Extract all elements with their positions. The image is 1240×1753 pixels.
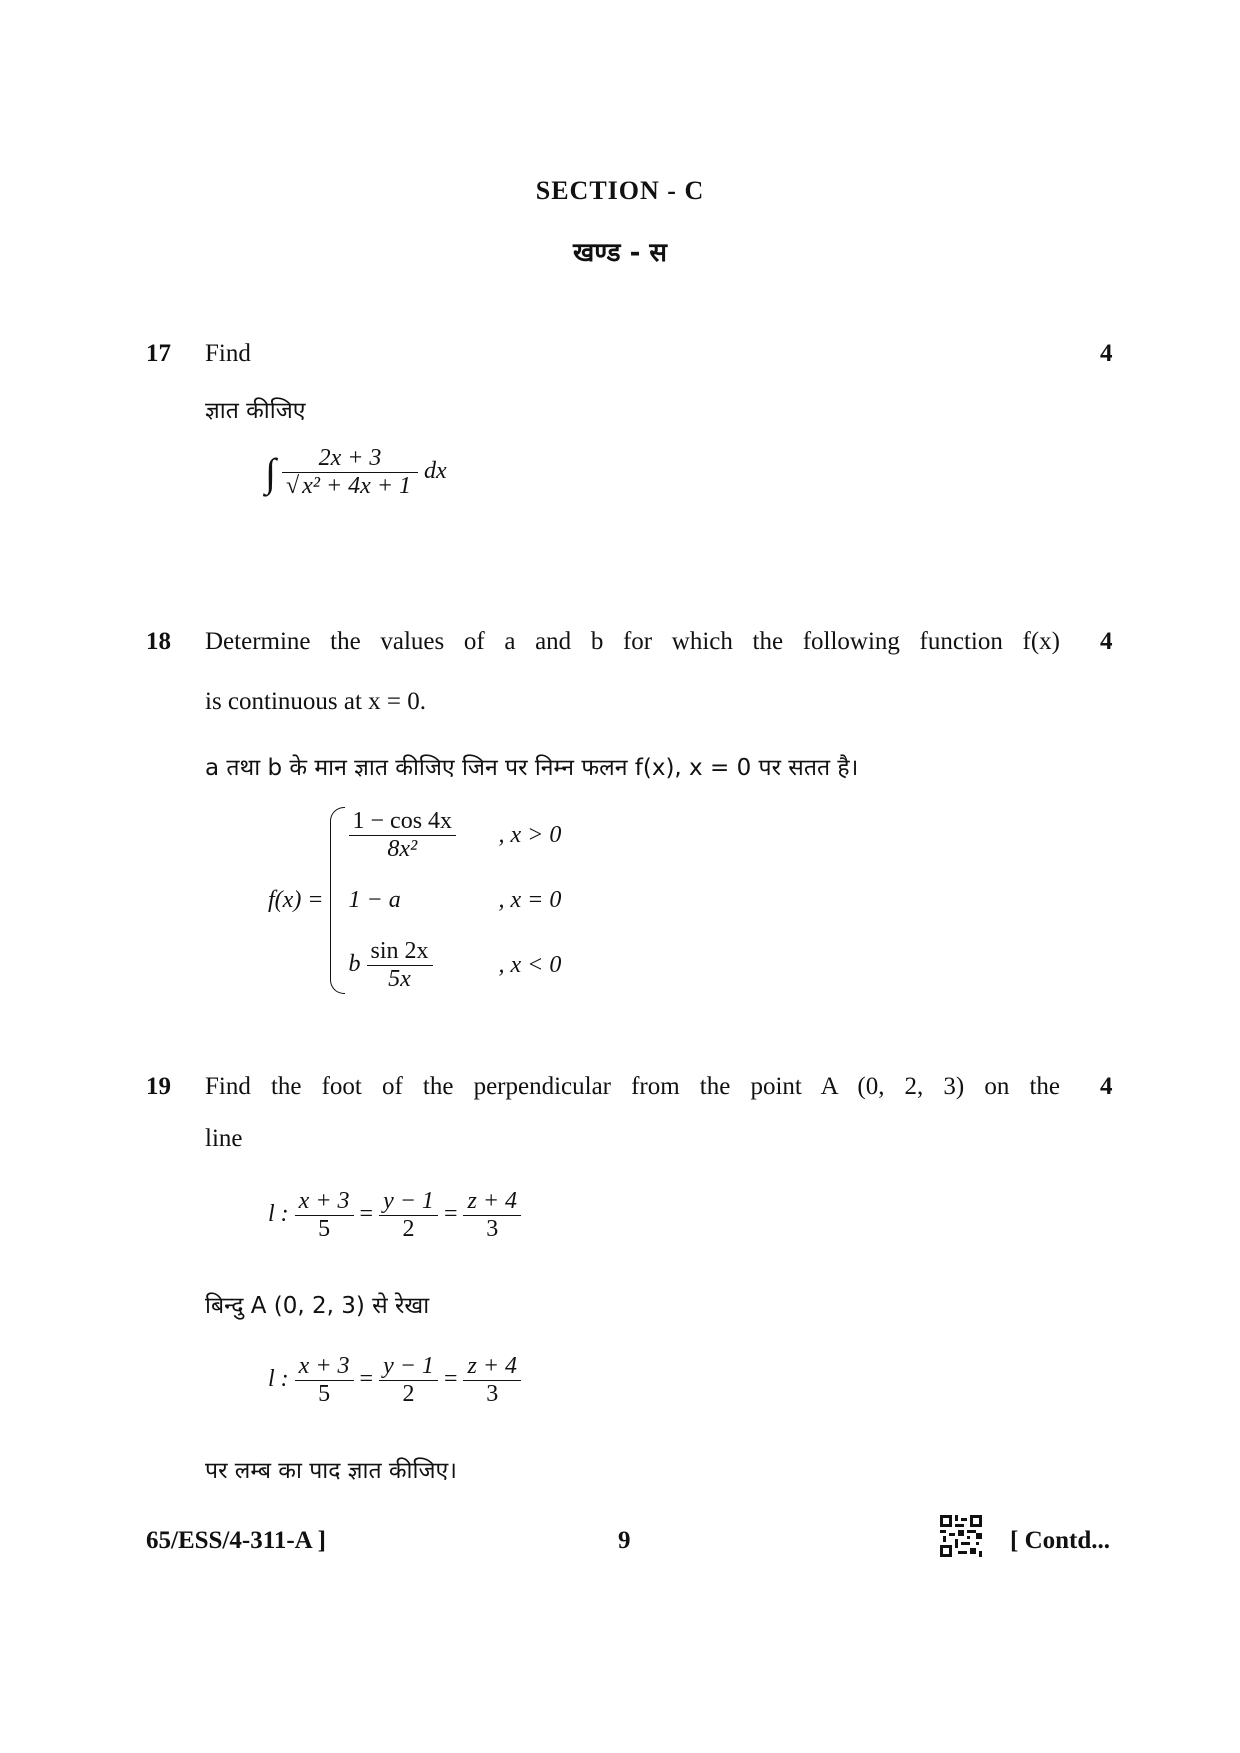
case-positive bbox=[349, 805, 562, 865]
case1-numerator: 1 − cos 4x bbox=[349, 808, 457, 836]
continued-label: [ Contd... bbox=[1010, 1527, 1111, 1554]
case3-b: b bbox=[348, 950, 361, 977]
case1-denominator: 8x² bbox=[387, 835, 418, 862]
q18-marks: 4 bbox=[1100, 628, 1113, 655]
cases bbox=[349, 805, 562, 995]
q18-line-1: Determine the values of a and b for which the following function f(x) bbox=[205, 628, 1060, 655]
q18-hindi: a तथा b के मान ज्ञात कीजिए जिन पर निम्न फलन f(x), x = 0 पर सतत है। bbox=[205, 755, 859, 781]
case3-numerator: sin 2x bbox=[367, 938, 433, 966]
q19-line-1: Find the foot of the perpendicular from the point A (0, 2, 3) on the bbox=[205, 1073, 1060, 1100]
q17-marks: 4 bbox=[1100, 340, 1113, 367]
q17-integral bbox=[265, 445, 447, 500]
q18-line-2: is continuous at x = 0. bbox=[205, 688, 427, 715]
page-number: 9 bbox=[618, 1527, 631, 1554]
section-title: SECTION - C bbox=[535, 176, 705, 205]
question-number-19: 19 bbox=[146, 1073, 171, 1100]
q19-line-2: line bbox=[205, 1125, 243, 1152]
q17-fraction bbox=[282, 445, 418, 500]
fx-label: f(x) = bbox=[268, 886, 324, 913]
q19-hindi-line-2: पर लम्ब का पाद ज्ञात कीजिए। bbox=[205, 1458, 457, 1484]
q19-marks: 4 bbox=[1100, 1073, 1113, 1100]
q17-radicand: x² + 4x + 1 bbox=[299, 472, 414, 499]
case-negative bbox=[349, 935, 562, 995]
case1-condition: , x > 0 bbox=[498, 821, 562, 848]
case3-condition: , x < 0 bbox=[498, 951, 562, 978]
line-equation-2: l : $\frac{x + 3}{5}$ = $\frac{y - 1}{2}$ = $\frac{z + 4}{3}$ bbox=[268, 1353, 521, 1408]
q17-denominator: √ x² + 4x + 1 bbox=[282, 473, 418, 500]
q17-text: Find bbox=[205, 340, 251, 367]
case-zero bbox=[349, 870, 562, 930]
case3-denominator: 5x bbox=[388, 965, 411, 992]
paper-code: 65/ESS/4-311-A ] bbox=[146, 1527, 326, 1554]
integral-sign: ∫ bbox=[265, 450, 276, 495]
q19-hindi-line-1: बिन्दु A (0, 2, 3) से रेखा bbox=[205, 1293, 430, 1319]
case2-expression: 1 − a bbox=[348, 886, 401, 913]
case2-condition: , x = 0 bbox=[498, 886, 562, 913]
line-equation-1: l : $\frac{x + 3}{5}$ = $\frac{y - 1}{2}$ = $\frac{z + 4}{3}$ bbox=[268, 1188, 521, 1243]
q17-text-hindi: ज्ञात कीजिए bbox=[205, 398, 306, 424]
piecewise-function bbox=[268, 805, 561, 995]
question-number-18: 18 bbox=[146, 628, 171, 655]
qr-code-icon bbox=[940, 1515, 982, 1557]
curly-brace bbox=[330, 807, 345, 994]
q17-numerator: 2x + 3 bbox=[282, 445, 418, 473]
question-number-17: 17 bbox=[146, 340, 171, 367]
section-title-hindi: खण्ड - स bbox=[573, 238, 667, 268]
q17-dx: dx bbox=[424, 458, 447, 485]
